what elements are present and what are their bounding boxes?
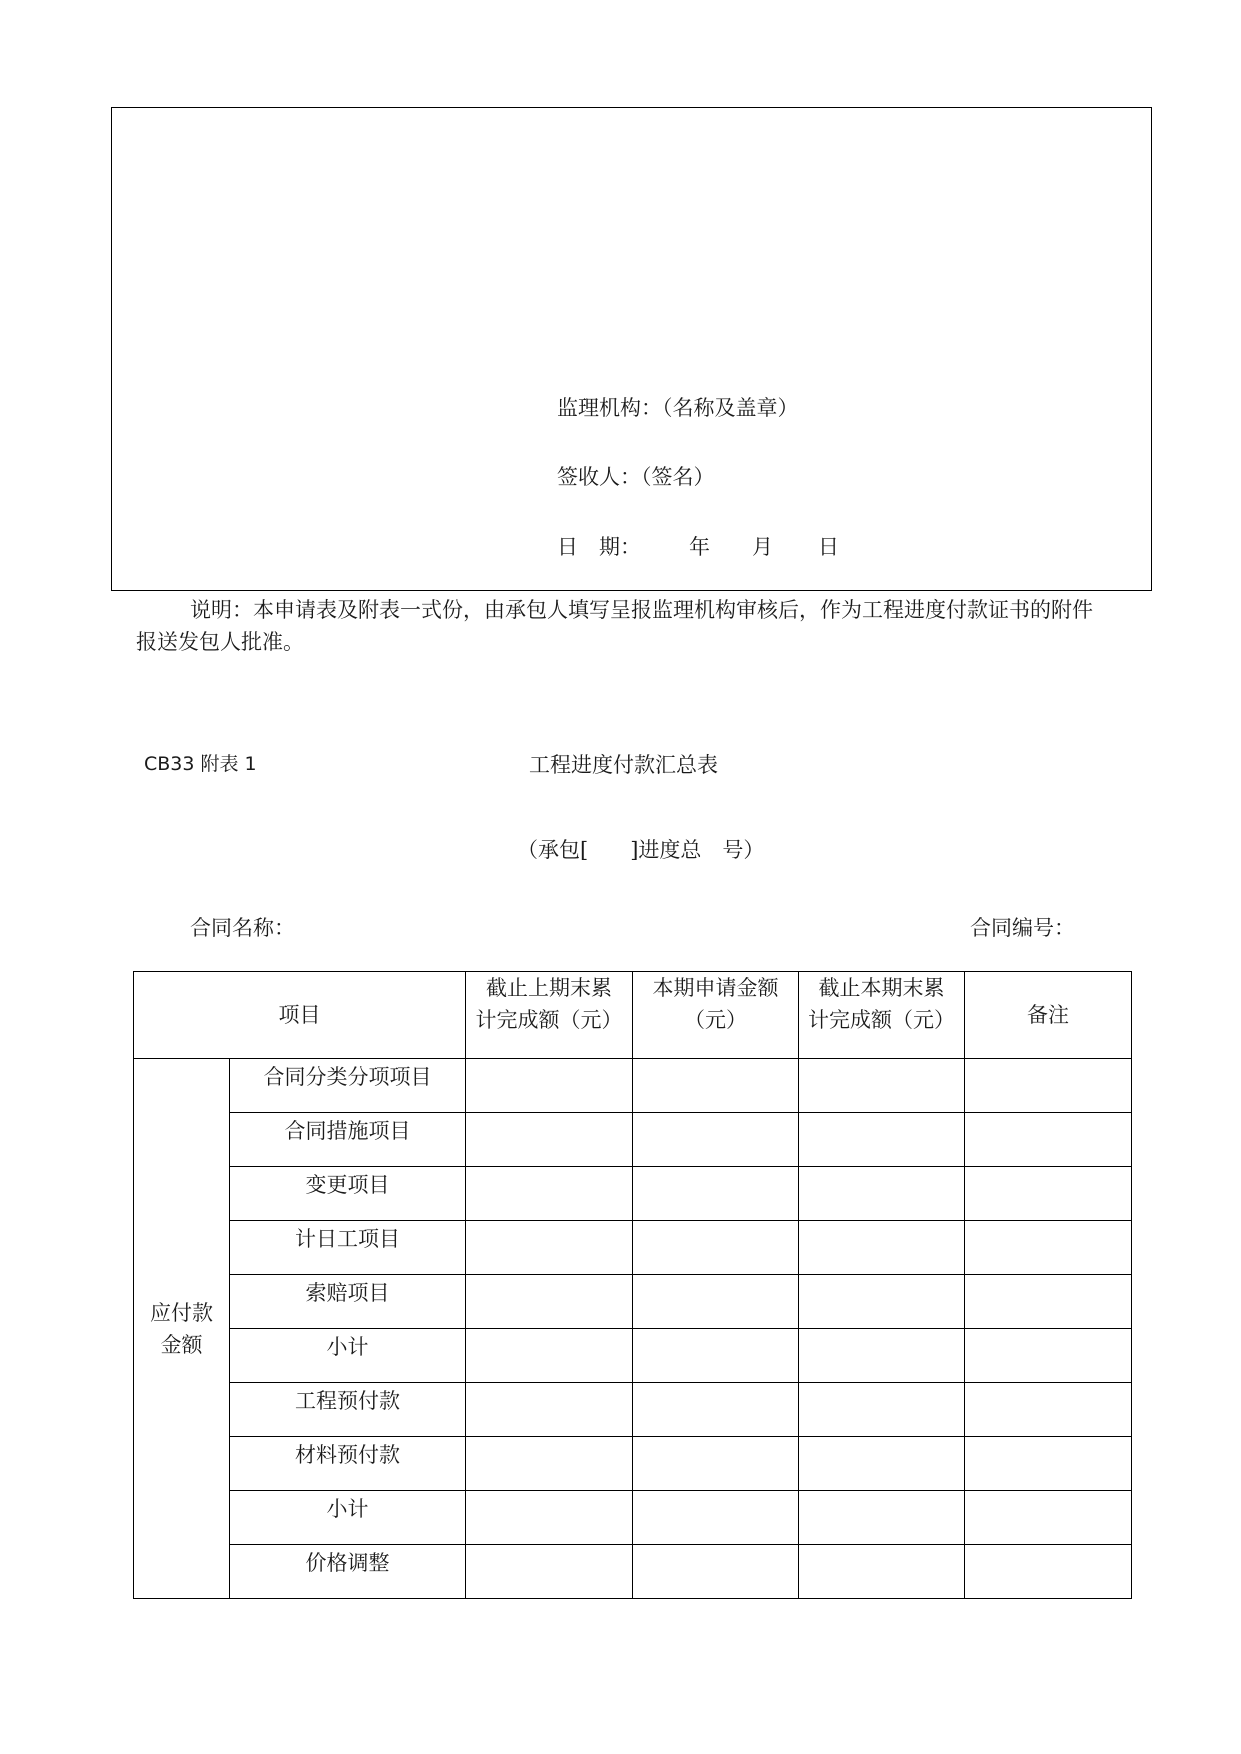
header-remarks: 备注 [965, 972, 1132, 1059]
row-label: 工程预付款 [230, 1383, 466, 1437]
cell-this-cumulative[interactable] [799, 1437, 965, 1491]
cell-remarks[interactable] [965, 1275, 1132, 1329]
approval-box [111, 107, 1152, 591]
cell-current-apply[interactable] [633, 1059, 799, 1113]
header-this-cumulative-line-2: 计完成额（元） [808, 1008, 955, 1032]
cell-this-cumulative[interactable] [799, 1545, 965, 1599]
cell-remarks[interactable] [965, 1437, 1132, 1491]
table-row [134, 1545, 1132, 1599]
cell-remarks[interactable] [965, 1059, 1132, 1113]
cell-remarks[interactable] [965, 1545, 1132, 1599]
header-prev-cumulative-line-1: 截止上期末累 [486, 976, 612, 1000]
row-label: 材料预付款 [230, 1437, 466, 1491]
cell-prev-cumulative[interactable] [466, 1167, 633, 1221]
table-row [134, 1329, 1132, 1383]
group-label-line-1: 应付款 [150, 1300, 213, 1325]
date-year-label: 年 [689, 535, 710, 559]
cell-this-cumulative[interactable] [799, 1167, 965, 1221]
cell-remarks[interactable] [965, 1113, 1132, 1167]
header-current-apply [633, 972, 799, 1059]
row-label: 小计 [230, 1491, 466, 1545]
cell-remarks[interactable] [965, 1383, 1132, 1437]
header-prev-cumulative-line-2: 计完成额（元） [475, 1008, 623, 1032]
cell-current-apply[interactable] [633, 1491, 799, 1545]
header-item: 项目 [134, 972, 466, 1059]
cell-prev-cumulative[interactable] [466, 1491, 633, 1545]
cell-prev-cumulative[interactable] [466, 1059, 633, 1113]
note-line-2: 报送发包人批准。 [136, 630, 304, 654]
cell-this-cumulative[interactable] [799, 1329, 965, 1383]
table-row [134, 1275, 1132, 1329]
cell-this-cumulative[interactable] [799, 1221, 965, 1275]
header-this-cumulative [799, 972, 965, 1059]
cell-prev-cumulative[interactable] [466, 1113, 633, 1167]
cell-current-apply[interactable] [633, 1275, 799, 1329]
row-label: 小计 [230, 1329, 466, 1383]
cell-this-cumulative[interactable] [799, 1383, 965, 1437]
table-row [134, 1491, 1132, 1545]
cell-prev-cumulative[interactable] [466, 1221, 633, 1275]
contract-name-label: 合同名称： [190, 916, 295, 940]
row-label: 合同措施项目 [230, 1113, 466, 1167]
row-label: 计日工项目 [230, 1221, 466, 1275]
supervision-org-label: 监理机构：（名称及盖章） [557, 396, 799, 420]
table-row [134, 1113, 1132, 1167]
date-day-label: 日 [818, 535, 839, 559]
cell-prev-cumulative[interactable] [466, 1329, 633, 1383]
row-label: 索赔项目 [230, 1275, 466, 1329]
contract-number-label: 合同编号： [970, 916, 1075, 940]
date-month-label: 月 [752, 535, 773, 559]
form-subtitle: （承包[ ]进度总 号） [517, 838, 765, 862]
table-row [134, 1383, 1132, 1437]
cell-this-cumulative[interactable] [799, 1059, 965, 1113]
cell-remarks[interactable] [965, 1329, 1132, 1383]
cell-current-apply[interactable] [633, 1113, 799, 1167]
cell-this-cumulative[interactable] [799, 1113, 965, 1167]
row-label: 变更项目 [230, 1167, 466, 1221]
progress-payment-summary-table [133, 971, 1132, 1599]
date-label: 日 期： [557, 535, 641, 559]
row-label: 合同分类分项项目 [230, 1059, 466, 1113]
cell-current-apply[interactable] [633, 1383, 799, 1437]
header-current-apply-line-2: （元） [684, 1008, 747, 1032]
cell-this-cumulative[interactable] [799, 1491, 965, 1545]
group-label-line-2: 金额 [160, 1332, 203, 1357]
header-current-apply-line-1: 本期申请金额 [652, 976, 779, 1000]
cell-current-apply[interactable] [633, 1437, 799, 1491]
cell-prev-cumulative[interactable] [466, 1545, 633, 1599]
form-title: 工程进度付款汇总表 [529, 753, 718, 777]
cell-remarks[interactable] [965, 1167, 1132, 1221]
cell-current-apply[interactable] [633, 1167, 799, 1221]
cell-prev-cumulative[interactable] [466, 1275, 633, 1329]
header-this-cumulative-line-1: 截止本期末累 [818, 976, 945, 1000]
cell-prev-cumulative[interactable] [466, 1437, 633, 1491]
row-label: 价格调整 [230, 1545, 466, 1599]
cell-prev-cumulative[interactable] [466, 1383, 633, 1437]
cell-current-apply[interactable] [633, 1545, 799, 1599]
note-line-1: 说明：本申请表及附表一式份，由承包人填写呈报监理机构审核后，作为工程进度付款证书的附件 [190, 598, 1093, 622]
table-row [134, 1167, 1132, 1221]
cell-current-apply[interactable] [633, 1329, 799, 1383]
signer-label: 签收人：（签名） [557, 465, 715, 489]
table-row [134, 1059, 1132, 1113]
cell-current-apply[interactable] [633, 1221, 799, 1275]
payable-amount-group-label [134, 1059, 230, 1599]
cell-remarks[interactable] [965, 1221, 1132, 1275]
table-row [134, 1221, 1132, 1275]
form-code: CB33 附表 1 [144, 753, 257, 775]
table-row [134, 1437, 1132, 1491]
header-prev-cumulative [466, 972, 633, 1059]
cell-this-cumulative[interactable] [799, 1275, 965, 1329]
cell-remarks[interactable] [965, 1491, 1132, 1545]
table-header-row [134, 972, 1132, 1059]
